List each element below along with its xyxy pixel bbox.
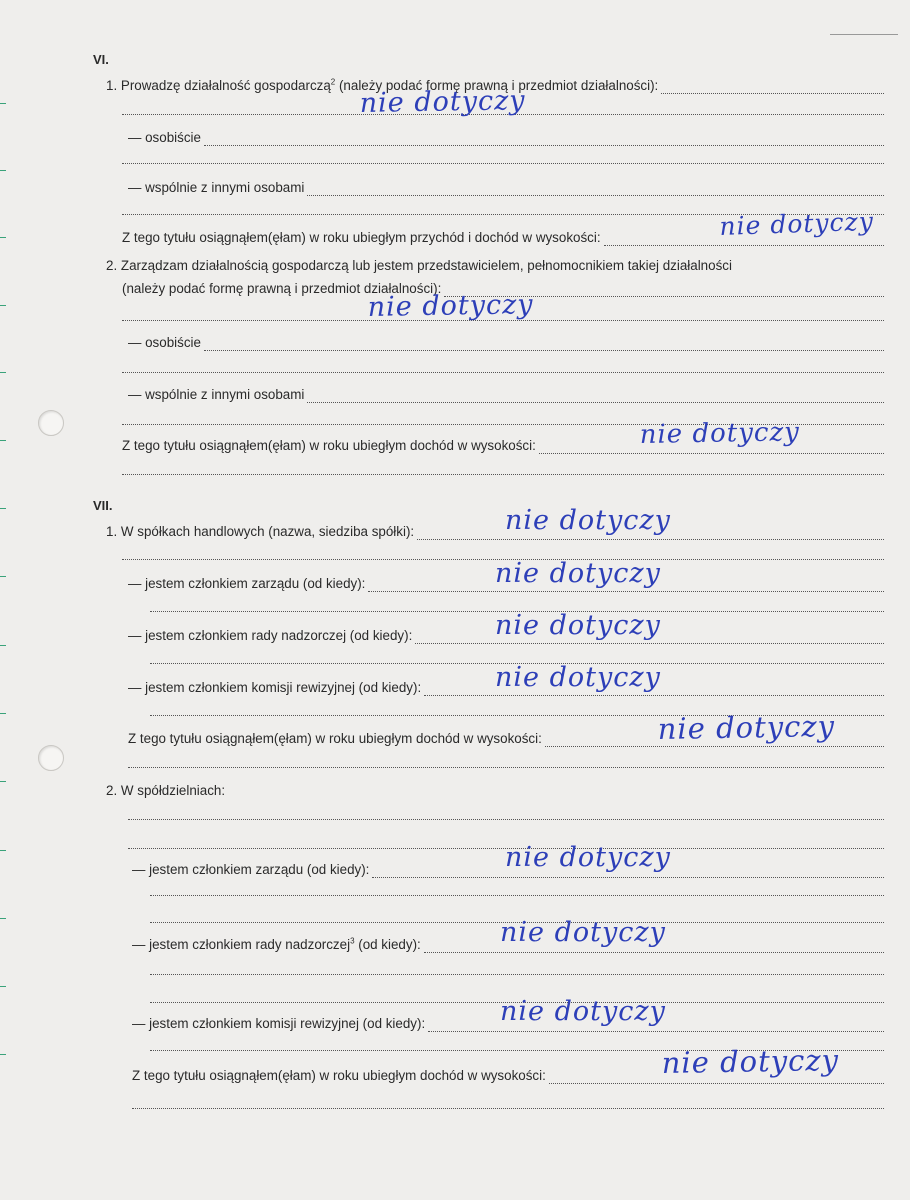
answer-line bbox=[661, 81, 884, 94]
answer-line bbox=[150, 974, 884, 975]
jointly-label: — wspólnie z innymi osobami bbox=[128, 180, 305, 195]
answer-line bbox=[307, 390, 884, 403]
income-label: Z tego tytułu osiągnąłem(ęłam) w roku ubiegłym dochód w wysokości: bbox=[132, 1068, 546, 1083]
handwritten-answer: nie dotyczy bbox=[657, 708, 836, 746]
section-vii-heading: VII. bbox=[93, 498, 113, 513]
vi-q2-jointly-row bbox=[128, 387, 884, 403]
vi-q2-label: 2. Zarządzam działalnością gospodarczą lub jestem przedstawicielem, pełnomocnikiem takiej działalności bbox=[106, 258, 732, 273]
vi-q2-personally-row bbox=[128, 335, 884, 351]
margin-tick bbox=[0, 372, 6, 373]
answer-line bbox=[128, 819, 884, 820]
margin-tick bbox=[0, 986, 6, 987]
audit-label: — jestem członkiem komisji rewizyjnej (od kiedy): bbox=[128, 680, 422, 695]
handwritten-answer: nie dotyczy bbox=[500, 917, 666, 948]
punch-hole bbox=[38, 410, 64, 436]
punch-hole bbox=[38, 745, 64, 771]
handwritten-answer: nie dotyczy bbox=[495, 558, 661, 589]
supervisory-label: — jestem członkiem rady nadzorczej (od kiedy): bbox=[128, 628, 413, 643]
handwritten-answer: nie dotyczy bbox=[495, 662, 661, 693]
margin-tick bbox=[0, 508, 6, 509]
audit-label: — jestem członkiem komisji rewizyjnej (od kiedy): bbox=[132, 1016, 426, 1031]
income-label: Z tego tytułu osiągnąłem(ęłam) w roku ubiegłym przychód i dochód w wysokości: bbox=[122, 230, 601, 245]
margin-tick bbox=[0, 781, 6, 782]
supervisory-label: — jestem członkiem rady nadzorczej$^3$ (od kiedy): bbox=[132, 936, 421, 952]
income-label: Z tego tytułu osiągnąłem(ęłam) w roku ubiegłym dochód w wysokości: bbox=[122, 438, 536, 453]
answer-line bbox=[150, 895, 884, 896]
answer-line bbox=[307, 183, 884, 196]
margin-tick bbox=[0, 305, 6, 306]
income-label: Z tego tytułu osiągnąłem(ęłam) w roku ubiegłym dochód w wysokości: bbox=[128, 731, 542, 746]
vi-q1-jointly-row bbox=[128, 180, 884, 196]
personally-label: — osobiście bbox=[128, 130, 201, 145]
vii-q2-label: 2. W spółdzielniach: bbox=[106, 783, 226, 798]
answer-line bbox=[204, 338, 884, 351]
margin-tick bbox=[0, 576, 6, 577]
vi-q2-label-cont: (należy podać formę prawną i przedmiot działalności): bbox=[122, 281, 442, 296]
answer-line bbox=[122, 372, 884, 373]
board-label: — jestem członkiem zarządu (od kiedy): bbox=[132, 862, 370, 877]
answer-line bbox=[204, 133, 884, 146]
margin-tick bbox=[0, 170, 6, 171]
margin-tick bbox=[0, 1054, 6, 1055]
handwritten-answer: nie dotyczy bbox=[359, 85, 526, 119]
vii-q2-row bbox=[106, 783, 884, 799]
section-vi-heading: VI. bbox=[93, 52, 109, 67]
personally-label: — osobiście bbox=[128, 335, 201, 350]
margin-tick bbox=[0, 440, 6, 441]
handwritten-answer: nie dotyczy bbox=[661, 1042, 840, 1080]
board-label: — jestem członkiem zarządu (od kiedy): bbox=[128, 576, 366, 591]
jointly-label: — wspólnie z innymi osobami bbox=[128, 387, 305, 402]
answer-line bbox=[132, 1108, 884, 1109]
top-rule bbox=[830, 34, 898, 35]
margin-tick bbox=[0, 713, 6, 714]
handwritten-answer: nie dotyczy bbox=[505, 505, 671, 536]
vi-q1-personally-row bbox=[128, 130, 884, 146]
handwritten-answer: nie dotyczy bbox=[505, 842, 671, 873]
vii-q1-label: 1. W spółkach handlowych (nazwa, siedziba spółki): bbox=[106, 524, 415, 539]
vi-q2-row bbox=[106, 258, 884, 274]
handwritten-answer: nie dotyczy bbox=[367, 289, 534, 323]
handwritten-answer: nie dotyczy bbox=[718, 206, 875, 241]
handwritten-answer: nie dotyczy bbox=[639, 417, 801, 450]
margin-tick bbox=[0, 645, 6, 646]
margin-tick bbox=[0, 103, 6, 104]
margin-tick bbox=[0, 237, 6, 238]
vi-q1-label: 1. Prowadzę działalność gospodarczą$^2$ (należy podać formę prawną i przedmiot działalności): bbox=[106, 77, 659, 93]
answer-line bbox=[122, 474, 884, 475]
answer-line bbox=[128, 767, 884, 768]
margin-tick bbox=[0, 918, 6, 919]
vii-q1-row bbox=[106, 524, 884, 540]
handwritten-answer: nie dotyczy bbox=[500, 996, 666, 1027]
handwritten-answer: nie dotyczy bbox=[495, 610, 661, 641]
margin-tick bbox=[0, 850, 6, 851]
answer-line bbox=[122, 163, 884, 164]
